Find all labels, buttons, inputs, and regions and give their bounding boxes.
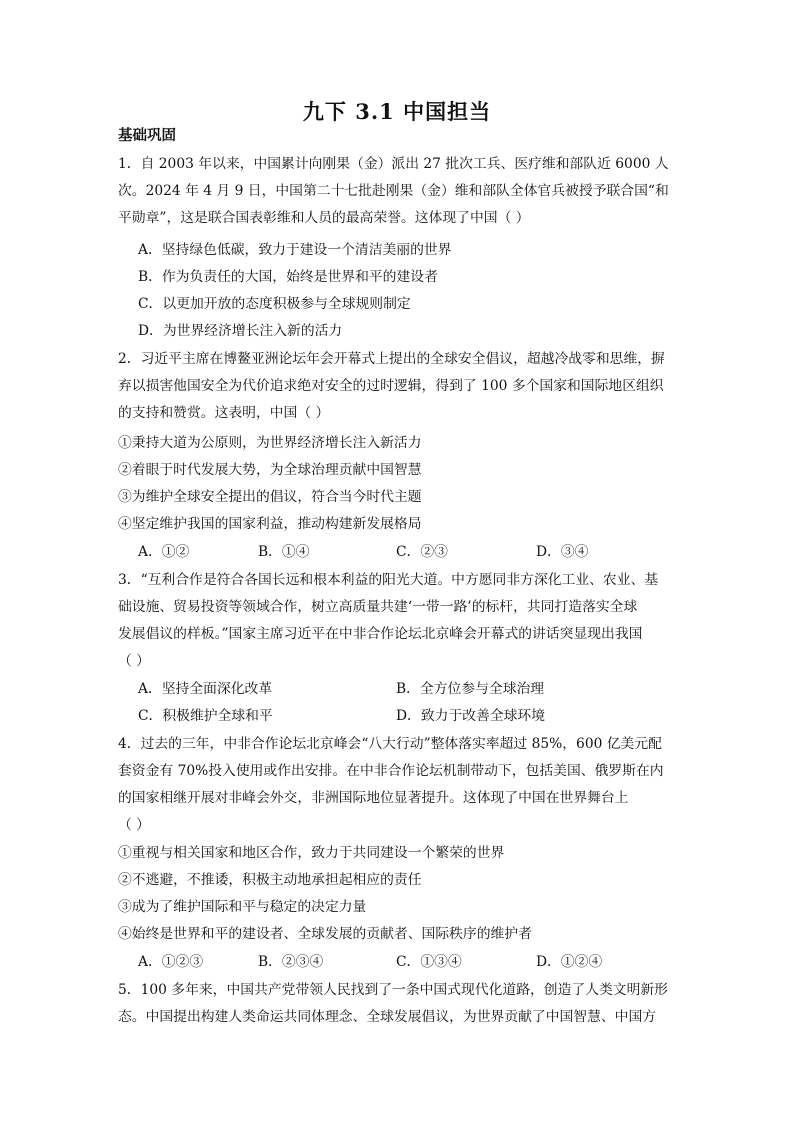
q1-option-c: C．以更加开放的态度积极参与全球规则制定 <box>138 296 411 312</box>
q1-option-d: D．为世界经济增长注入新的活力 <box>138 323 343 339</box>
q4-option-a: A．①②③ <box>138 954 204 970</box>
q4-line-4: （ ） <box>118 817 150 833</box>
q1-line-1: 1．自 2003 年以来，中国累计向刚果（金）派出 27 批次工兵、医疗维和部队近 6000 人 <box>118 156 669 172</box>
q5-line-1: 5．100 多年来，中国共产党带领人民找到了一条中国式现代化道路，创造了人类文明新形 <box>118 982 668 998</box>
q1-option-a: A．坚持绿色低碳，致力于建设一个清洁美丽的世界 <box>138 242 452 258</box>
q1-line-2: 次。2024 年 4 月 9 日，中国第二十七批赴刚果（金）维和部队全体官兵被授予联合国“和 <box>118 183 669 199</box>
q1-option-b: B．作为负责任的大国，始终是世界和平的建设者 <box>138 269 438 285</box>
q3-line-3: 发展倡议的样板。”国家主席习近平在中非合作论坛北京峰会开幕式的讲话突显现出我国 <box>118 626 643 642</box>
q2-item-2: ②着眼于时代发展大势，为全球治理贡献中国智慧 <box>118 462 422 478</box>
q2-line-2: 弃以损害他国安全为代价追求绝对安全的过时逻辑，得到了 100 多个国家和国际地区组织 <box>118 378 664 394</box>
q4-option-d: D．①②④ <box>536 954 603 970</box>
q4-item-3: ③成为了维护国际和平与稳定的决定力量 <box>118 899 367 915</box>
q4-option-c: C．①③④ <box>396 954 462 970</box>
q4-line-2: 套资金有 70%投入使用或作出安排。在中非合作论坛机制带动下，包括美国、俄罗斯在内 <box>118 763 664 779</box>
q3-line-4: （ ） <box>118 653 150 669</box>
q1-line-3: 平勋章”，这是联合国表彰维和人员的最高荣誉。这体现了中国（ ） <box>118 210 530 226</box>
q4-line-3: 的国家相继开展对非峰会外交，非洲国际地位显著提升。这体现了中国在世界舞台上 <box>118 790 629 806</box>
q3-line-1: 3．“互利合作是符合各国长远和根本利益的阳光大道。中方愿同非方深化工业、农业、基 <box>118 572 659 588</box>
q3-option-b: B．全方位参与全球治理 <box>396 681 545 697</box>
q4-item-2: ②不逃避，不推诿，积极主动地承担起相应的责任 <box>118 872 422 888</box>
q3-option-a: A．坚持全面深化改革 <box>138 681 273 697</box>
q2-option-b: B．①④ <box>258 544 310 560</box>
q2-line-1: 2．习近平主席在博鳌亚洲论坛年会开幕式上提出的全球安全倡议，超越冷战零和思维，摒 <box>118 351 665 367</box>
q2-line-3: 的支持和赞赏。这表明，中国（ ） <box>118 405 330 421</box>
q2-option-c: C．②③ <box>396 544 448 560</box>
q2-item-4: ④坚定维护我国的国家利益，推动构建新发展格局 <box>118 516 422 532</box>
q4-item-4: ④始终是世界和平的建设者、全球发展的贡献者、国际秩序的维护者 <box>118 926 532 942</box>
q4-option-b: B．②③④ <box>258 954 324 970</box>
section-heading: 基础巩固 <box>118 127 176 144</box>
q5-line-2: 态。中国提出构建人类命运共同体理念、全球发展倡议，为世界贡献了中国智慧、中国方 <box>118 1009 657 1025</box>
q3-line-2: 础设施、贸易投资等领域合作，树立高质量共建‘一带一路’的标杆，共同打造落实全球 <box>118 599 638 615</box>
q4-line-1: 4．过去的三年，中非合作论坛北京峰会“八大行动”整体落实率超过 85%，600 亿美元配 <box>118 736 662 752</box>
q2-option-d: D．③④ <box>536 544 589 560</box>
q2-item-1: ①秉持大道为公原则，为世界经济增长注入新活力 <box>118 435 422 451</box>
q4-item-1: ①重视与相关国家和地区合作，致力于共同建设一个繁荣的世界 <box>118 845 505 861</box>
q3-option-c: C．积极维护全球和平 <box>138 708 273 724</box>
q3-option-d: D．致力于改善全球环境 <box>396 708 546 724</box>
q2-item-3: ③为维护全球安全提出的倡议，符合当今时代主题 <box>118 489 422 505</box>
q2-option-a: A．①② <box>138 544 190 560</box>
page-title: 九下 3.1 中国担当 <box>302 99 492 124</box>
